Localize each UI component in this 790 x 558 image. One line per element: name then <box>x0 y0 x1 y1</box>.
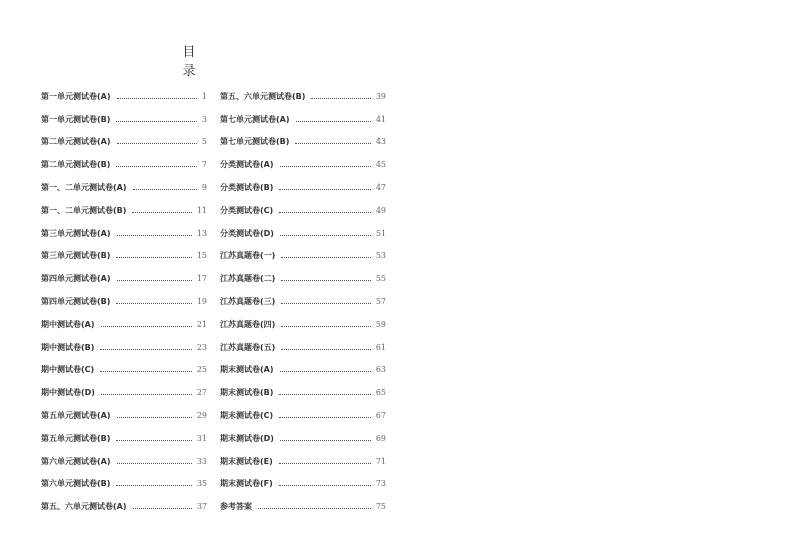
toc-entry[interactable] <box>220 222 386 245</box>
toc-entry-label: 第三单元测试卷(B) <box>41 251 111 261</box>
toc-dot-leader <box>116 440 191 441</box>
toc-entry[interactable] <box>41 153 207 176</box>
toc-entry-page-number: 55 <box>375 274 386 284</box>
toc-entry[interactable] <box>220 108 386 131</box>
toc-dot-leader <box>296 121 371 122</box>
toc-entry-page-number: 27 <box>196 388 207 398</box>
toc-entry[interactable] <box>220 381 386 404</box>
toc-entry-page-number: 23 <box>196 342 207 352</box>
toc-dot-leader <box>133 508 192 509</box>
toc-dot-leader <box>100 349 191 350</box>
toc-entry-label: 第五、六单元测试卷(B) <box>220 91 306 101</box>
toc-entry-label: 第四单元测试卷(A) <box>41 274 111 284</box>
toc-entry-label: 第六单元测试卷(A) <box>41 456 111 466</box>
toc-entry[interactable] <box>41 404 207 427</box>
toc-entry-label: 第五单元测试卷(A) <box>41 411 111 421</box>
toc-entry[interactable] <box>220 359 386 382</box>
toc-entry-page-number: 37 <box>196 502 207 512</box>
toc-dot-leader <box>279 417 371 418</box>
toc-entry-page-number: 33 <box>196 456 207 466</box>
toc-dot-leader <box>133 189 197 190</box>
toc-entry-label: 分类测试卷(C) <box>220 205 274 215</box>
toc-entry-page-number: 25 <box>196 365 207 375</box>
toc-dot-leader <box>280 440 371 441</box>
toc-dot-leader <box>116 121 196 122</box>
toc-entry-page-number: 5 <box>201 137 207 147</box>
toc-entry-label: 第二单元测试卷(A) <box>41 137 111 147</box>
toc-entry[interactable] <box>41 450 207 473</box>
toc-entry-page-number: 65 <box>375 388 386 398</box>
toc-entry-page-number: 3 <box>201 114 207 124</box>
toc-dot-leader <box>117 417 192 418</box>
toc-dot-leader <box>279 485 371 486</box>
toc-entry[interactable] <box>220 336 386 359</box>
toc-entry[interactable] <box>220 131 386 154</box>
toc-entry[interactable] <box>41 290 207 313</box>
toc-dot-leader <box>117 235 192 236</box>
toc-entry[interactable] <box>41 176 207 199</box>
toc-entry-page-number: 71 <box>375 456 386 466</box>
toc-entry-page-number: 13 <box>196 228 207 238</box>
toc-entry[interactable] <box>41 495 207 518</box>
toc-entry-label: 第五、六单元测试卷(A) <box>41 502 127 512</box>
toc-dot-leader <box>258 508 371 509</box>
toc-entry-page-number: 17 <box>196 274 207 284</box>
toc-entry-label: 期末测试卷(D) <box>220 433 274 443</box>
toc-dot-leader <box>280 235 371 236</box>
toc-entry[interactable] <box>41 427 207 450</box>
toc-entry-page-number: 39 <box>375 91 386 101</box>
toc-dot-leader <box>117 143 197 144</box>
toc-entry[interactable] <box>220 267 386 290</box>
toc-entry-page-number: 47 <box>375 183 386 193</box>
toc-entry-label: 分类测试卷(D) <box>220 228 274 238</box>
toc-entry-label: 期末测试卷(B) <box>220 388 274 398</box>
toc-entry[interactable] <box>41 131 207 154</box>
toc-entry[interactable] <box>41 245 207 268</box>
toc-entry-page-number: 67 <box>375 411 386 421</box>
toc-dot-leader <box>100 371 192 372</box>
toc-dot-leader <box>101 326 192 327</box>
toc-entry-page-number: 69 <box>375 433 386 443</box>
toc-entry[interactable] <box>220 450 386 473</box>
toc-entry-page-number: 53 <box>375 251 386 261</box>
toc-entry[interactable] <box>220 290 386 313</box>
toc-dot-leader <box>116 485 191 486</box>
toc-entry-page-number: 9 <box>201 183 207 193</box>
toc-entry-label: 第一单元测试卷(B) <box>41 114 111 124</box>
toc-entry-page-number: 57 <box>375 297 386 307</box>
toc-entry-page-number: 43 <box>375 137 386 147</box>
toc-right-column <box>220 85 386 518</box>
toc-dot-leader <box>281 303 371 304</box>
toc-entry-page-number: 31 <box>196 433 207 443</box>
toc-entry[interactable] <box>220 404 386 427</box>
toc-entry-label: 江苏真题卷(三) <box>220 297 276 307</box>
toc-entry[interactable] <box>41 313 207 336</box>
toc-entry[interactable] <box>41 85 207 108</box>
toc-entry[interactable] <box>220 473 386 496</box>
toc-entry[interactable] <box>220 313 386 336</box>
toc-dot-leader <box>279 463 371 464</box>
toc-dot-leader <box>279 189 370 190</box>
page-title: 目 录 <box>182 45 253 79</box>
toc-entry-page-number: 35 <box>196 479 207 489</box>
toc-entry-page-number: 11 <box>196 205 207 215</box>
toc-dot-leader <box>117 463 192 464</box>
toc-dot-leader <box>132 212 191 213</box>
toc-entry-label: 分类测试卷(A) <box>220 160 274 170</box>
toc-dot-leader <box>116 257 191 258</box>
toc-entry-label: 第一、二单元测试卷(A) <box>41 183 127 193</box>
toc-entry-label: 期中测试卷(D) <box>41 388 95 398</box>
toc-entry-label: 第五单元测试卷(B) <box>41 433 111 443</box>
toc-entry[interactable] <box>220 495 386 518</box>
toc-dot-leader <box>101 394 192 395</box>
toc-entry-label: 江苏真题卷(二) <box>220 274 276 284</box>
toc-dot-leader <box>117 280 192 281</box>
toc-entry-page-number: 51 <box>375 228 386 238</box>
toc-entry-label: 期末测试卷(C) <box>220 411 274 421</box>
toc-entry-page-number: 45 <box>375 160 386 170</box>
toc-dot-leader <box>116 166 196 167</box>
toc-entry[interactable] <box>41 108 207 131</box>
toc-entry-label: 第三单元测试卷(A) <box>41 228 111 238</box>
toc-entry-label: 分类测试卷(B) <box>220 183 274 193</box>
toc-entry-label: 江苏真题卷(一) <box>220 251 276 261</box>
toc-dot-leader <box>280 166 371 167</box>
toc-entry[interactable] <box>220 427 386 450</box>
toc-dot-leader <box>281 349 371 350</box>
toc-entry-page-number: 41 <box>375 114 386 124</box>
toc-entry-label: 第六单元测试卷(B) <box>41 479 111 489</box>
toc-entry-page-number: 19 <box>196 297 207 307</box>
toc-dot-leader <box>279 394 370 395</box>
toc-entry[interactable] <box>41 359 207 382</box>
toc-entry-page-number: 7 <box>201 160 207 170</box>
toc-entry-page-number: 73 <box>375 479 386 489</box>
toc-dot-leader <box>311 98 370 99</box>
toc-entry[interactable] <box>220 199 386 222</box>
toc-entry[interactable] <box>41 222 207 245</box>
toc-entry[interactable] <box>41 267 207 290</box>
toc-entry-label: 第七单元测试卷(B) <box>220 137 290 147</box>
toc-entry-label: 期末测试卷(F) <box>220 479 273 489</box>
toc-entry-page-number: 61 <box>375 342 386 352</box>
toc-left-column <box>41 85 207 518</box>
toc-entry-label: 第七单元测试卷(A) <box>220 114 290 124</box>
toc-entry-label: 第一单元测试卷(A) <box>41 91 111 101</box>
toc-entry[interactable] <box>41 336 207 359</box>
toc-entry[interactable] <box>220 85 386 108</box>
toc-entry-page-number: 29 <box>196 411 207 421</box>
toc-entry-label: 期末测试卷(E) <box>220 456 273 466</box>
toc-entry-page-number: 1 <box>201 91 207 101</box>
toc-entry-page-number: 49 <box>375 205 386 215</box>
toc-entry[interactable] <box>220 176 386 199</box>
toc-entry-label: 江苏真题卷(四) <box>220 319 276 329</box>
toc-entry[interactable] <box>220 245 386 268</box>
toc-dot-leader <box>281 326 371 327</box>
toc-dot-leader <box>281 280 371 281</box>
toc-entry-label: 江苏真题卷(五) <box>220 342 276 352</box>
toc-entry-label: 第二单元测试卷(B) <box>41 160 111 170</box>
toc-entry[interactable] <box>220 153 386 176</box>
toc-entry[interactable] <box>41 381 207 404</box>
toc-dot-leader <box>116 303 191 304</box>
toc-entry-page-number: 59 <box>375 319 386 329</box>
toc-entry-label: 期末测试卷(A) <box>220 365 274 375</box>
toc-entry-page-number: 75 <box>375 502 386 512</box>
toc-dot-leader <box>279 212 371 213</box>
toc-entry-label: 期中测试卷(A) <box>41 319 95 329</box>
toc-entry[interactable] <box>41 473 207 496</box>
toc-entry-page-number: 63 <box>375 365 386 375</box>
toc-entry[interactable] <box>41 199 207 222</box>
toc-dot-leader <box>281 257 371 258</box>
toc-entry-label: 期中测试卷(C) <box>41 365 95 375</box>
toc-entry-label: 参考答案 <box>220 502 252 512</box>
toc-dot-leader <box>295 143 370 144</box>
toc-entry-label: 期中测试卷(B) <box>41 342 95 352</box>
toc-entry-page-number: 21 <box>196 319 207 329</box>
toc-dot-leader <box>117 98 197 99</box>
toc-entry-label: 第一、二单元测试卷(B) <box>41 205 127 215</box>
toc-entry-label: 第四单元测试卷(B) <box>41 297 111 307</box>
toc-entry-page-number: 15 <box>196 251 207 261</box>
toc-dot-leader <box>280 371 371 372</box>
